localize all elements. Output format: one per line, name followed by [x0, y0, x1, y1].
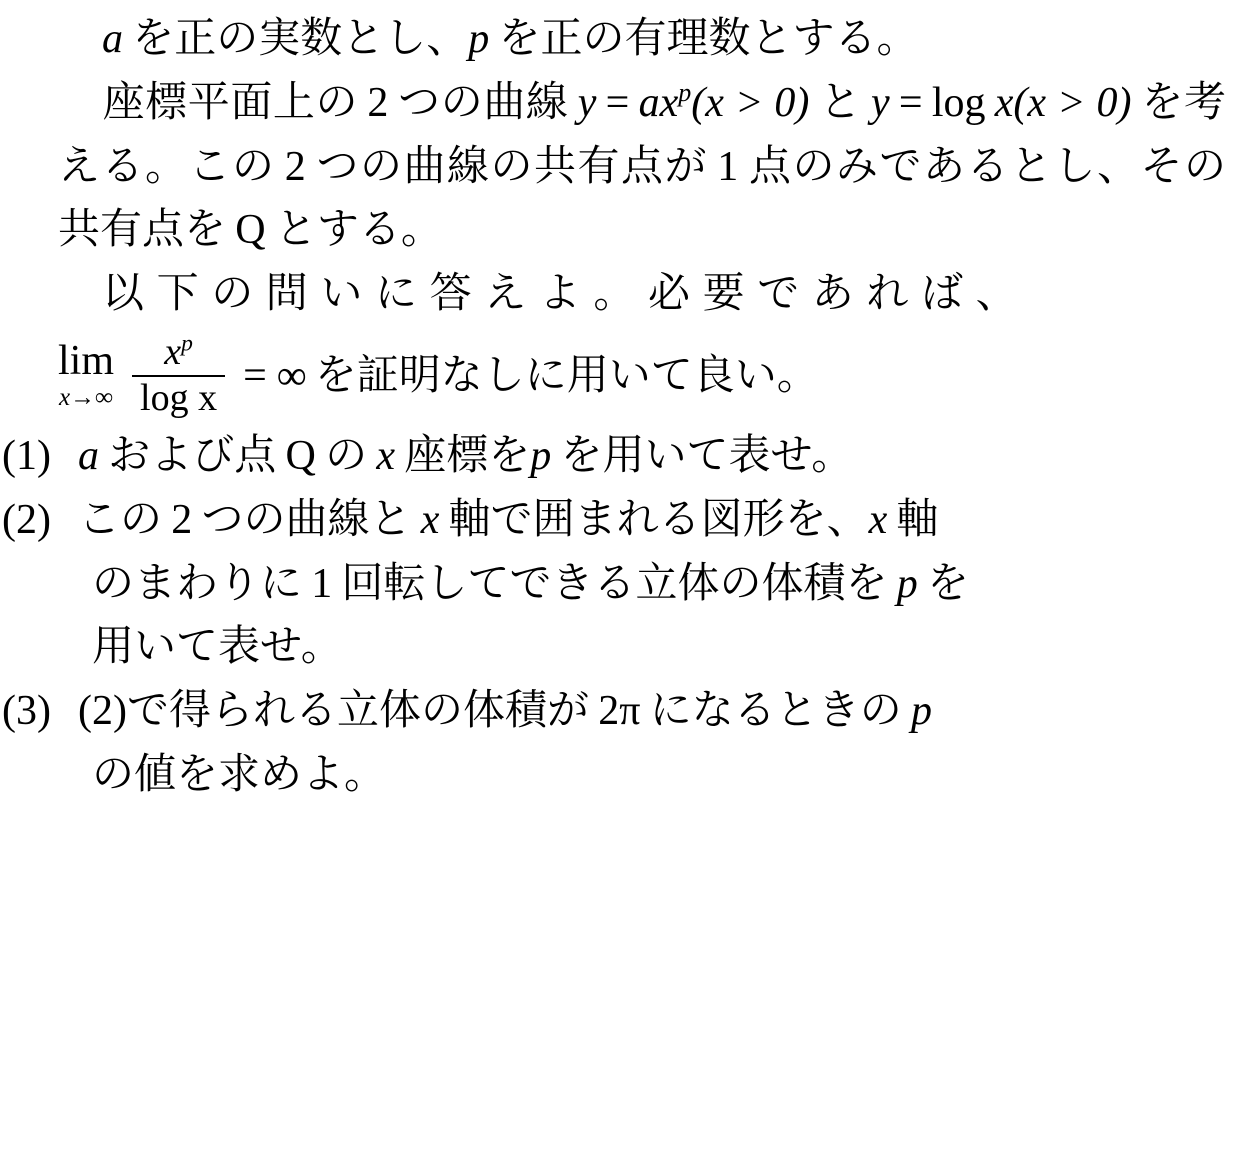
item2-t1: この [78, 496, 163, 543]
item3-value: 2π [598, 688, 641, 735]
item1-t1: および点 [108, 432, 277, 479]
variable-a: a [102, 16, 123, 62]
problem-item-1 [0, 425, 1236, 489]
item3-p: p [910, 688, 932, 735]
paragraph-2-text-5: つの曲線の共有点が [314, 143, 708, 190]
limit-lim: lim [58, 337, 115, 384]
item2-t6: 回転してできる立体の体積を [341, 560, 888, 607]
eq2-domain: (x > 0) [1013, 79, 1132, 126]
paragraph-3-text: 以下の問いに答えよ。必要であれば、 [102, 271, 1031, 318]
equation-curve-2 [871, 80, 1132, 126]
numerator-exponent-p: p [181, 330, 193, 357]
variable-p: p [468, 16, 490, 62]
item2-t5: のまわりに [92, 560, 303, 607]
limit-tail-text: を証明なしに用いて良い。 [314, 352, 819, 399]
item-2-continuation [78, 553, 1226, 617]
paragraph-2 [0, 72, 1236, 263]
eq1-y: y [577, 79, 597, 126]
fraction-numerator [156, 330, 201, 375]
numerator-x: x [164, 331, 182, 374]
point-q: Q [235, 207, 266, 254]
paragraph-2-text-6: 点のみであるとし、その共有点を [58, 143, 1226, 254]
item-3-label: (3) [2, 688, 51, 735]
eq2-log: log [931, 79, 986, 126]
limit-equals: = [243, 352, 267, 399]
fraction-denominator: log x [132, 375, 225, 419]
item2-n1: 2 [171, 496, 193, 543]
eq1-domain: (x > 0) [691, 79, 810, 126]
item1-x: x [376, 432, 395, 479]
item-2-label: (2) [2, 496, 51, 543]
eq1-x: x [659, 79, 679, 126]
item-3-body [78, 680, 1226, 808]
item2-p: p [896, 560, 918, 607]
number-2b: 2 [284, 143, 306, 190]
item-2-continuation-2 [78, 616, 1226, 680]
paragraph-3 [0, 263, 1236, 327]
item-1-label: (1) [2, 432, 51, 479]
item-2-body [78, 489, 1226, 680]
eq2-y: y [871, 79, 890, 126]
eq1-a: a [638, 79, 660, 126]
limit-subscript: x→∞ [59, 383, 113, 411]
paragraph-2-text-1: 座標平面上の [102, 79, 359, 126]
eq1-exponent-p: p [678, 77, 692, 107]
item1-q: Q [285, 432, 316, 479]
item-3-continuation [78, 744, 1226, 808]
problem-item-3 [0, 680, 1236, 808]
paragraph-2-text-7: とする。 [274, 207, 443, 254]
item3-t3: の値を求めよ。 [92, 752, 387, 799]
item3-t1: で得られる立体の体積が [126, 688, 589, 735]
paragraph-1 [0, 0, 1236, 72]
paragraph-2-text-3: と [818, 79, 862, 126]
infinity-symbol: ∞ [276, 352, 307, 399]
eq2-x: x [994, 79, 1014, 126]
paragraph-2-text-4: を考える。この [58, 79, 1226, 190]
problem-item-2 [0, 489, 1236, 680]
item3-ref: (2) [78, 688, 127, 735]
item1-p: p [530, 432, 552, 479]
item1-t4: を用いて表せ。 [560, 432, 854, 479]
item2-t2: つの曲線と [201, 496, 412, 543]
eq1-equals: = [605, 79, 630, 126]
item1-a: a [78, 432, 99, 479]
item2-t7: を [926, 560, 969, 607]
item2-t3: 軸で囲まれる図形を、 [448, 496, 869, 543]
item3-t2: になるときの [649, 688, 902, 735]
fraction [132, 330, 225, 420]
item2-x1: x [420, 496, 440, 543]
eq2-equals: = [898, 79, 923, 126]
limit-expression-line [0, 327, 1236, 419]
equation-curve-1 [577, 77, 810, 126]
limit-operator [58, 337, 115, 413]
item2-t8: 用いて表せ。 [92, 624, 343, 671]
paragraph-2-text-2: つの曲線 [397, 79, 569, 126]
item1-t2: の [325, 432, 368, 479]
number-2: 2 [367, 79, 389, 126]
paragraph-1-text-2: を正の有理数とする。 [498, 16, 919, 62]
item-1-body [78, 425, 1226, 489]
item2-x2: x [868, 496, 888, 543]
item2-t4: 軸 [896, 496, 939, 543]
item1-t3: 座標を [404, 432, 531, 479]
item2-n2: 1 [311, 560, 333, 607]
paragraph-1-text-1: を正の実数とし、 [132, 16, 469, 62]
number-1: 1 [717, 143, 739, 190]
